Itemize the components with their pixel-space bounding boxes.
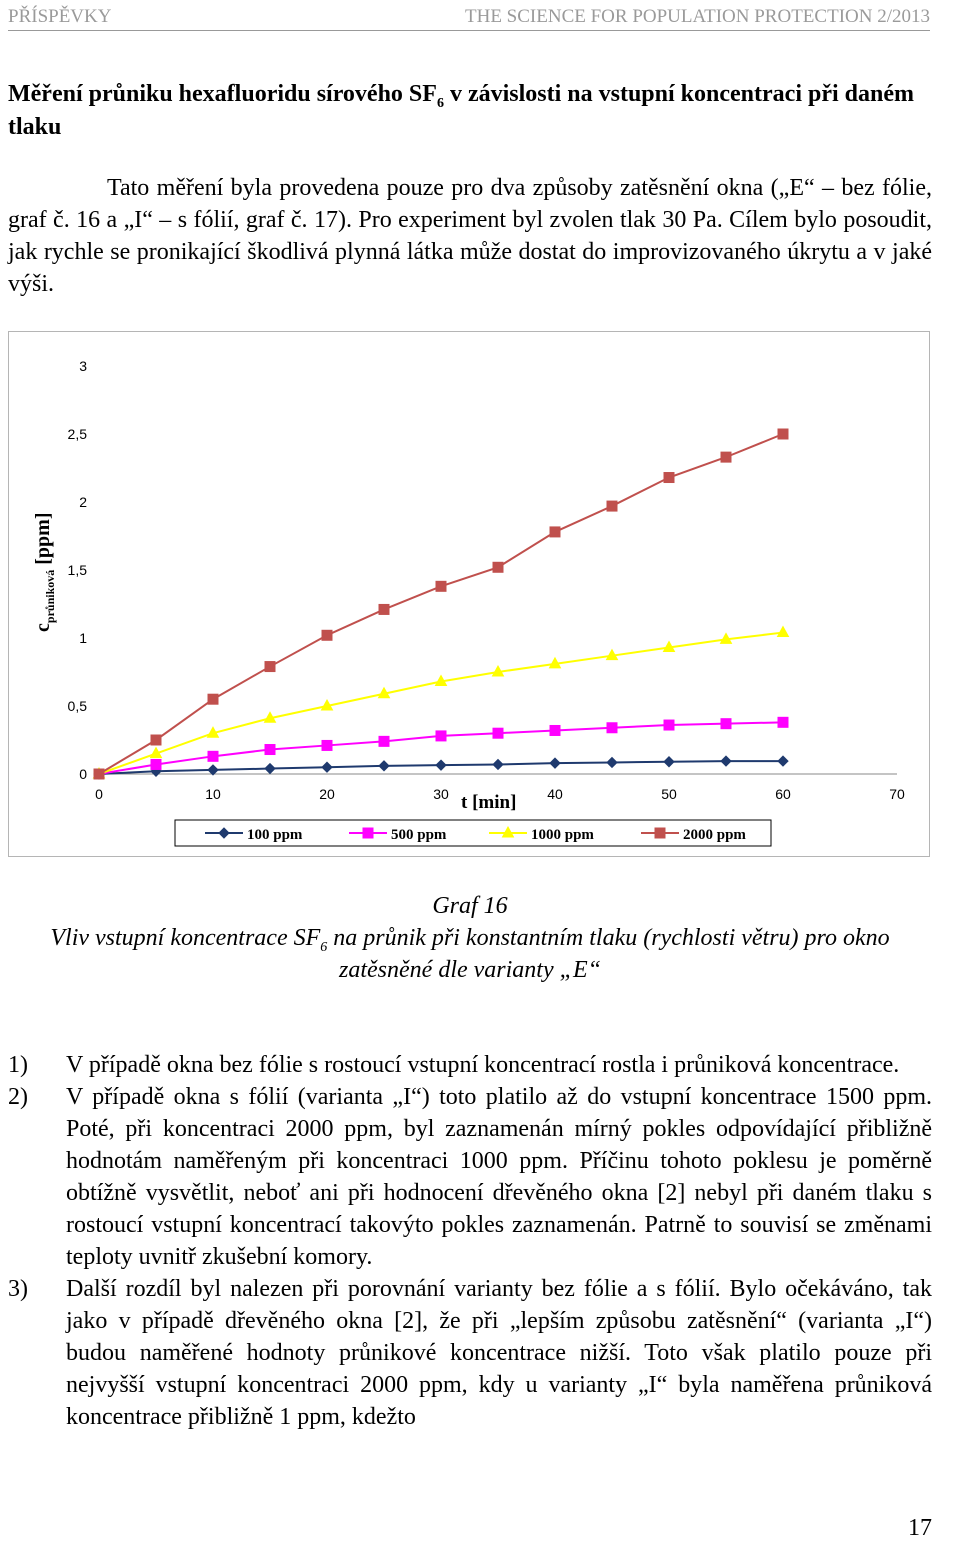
caption-text: Vliv vstupní koncentrace SF <box>50 925 321 951</box>
x-tick-label: 10 <box>205 786 221 802</box>
data-point <box>778 429 788 439</box>
data-point <box>436 760 446 770</box>
list-text: V případě okna s fólií (varianta „I“) toto platilo až do vstupní koncentrace 1500 ppm. Poté, při koncentraci 2000 ppm, byl zaznamenán mírný pokles odpovídající přibližně hodnotám naměřeným při koncentraci 1000 ppm. Příčinu tohoto poklesu je poměrně obtížně vysvětlit, neboť ani při hodnocení dřevěného okna [2] nebyl při daném tlaku s rostoucí vstupní koncentrací takovýto pokles zaznamenán. Patrně to souvisí se změnami teploty uvnitř zkušební komory. <box>66 1084 932 1270</box>
data-point <box>664 720 674 730</box>
data-point <box>607 757 617 767</box>
data-point <box>778 717 788 727</box>
data-point <box>436 731 446 741</box>
header-section: PŘÍSPĚVKY <box>8 6 112 27</box>
section-title <box>8 78 938 144</box>
x-tick-label: 0 <box>95 786 103 802</box>
y-tick-label: 0 <box>79 766 87 782</box>
legend-label: 100 ppm <box>247 827 303 843</box>
data-point <box>607 723 617 733</box>
title-text: Měření průniku hexafluoridu sírového SF <box>8 81 437 107</box>
list-text: V případě okna bez fólie s rostoucí vstupní koncentrací rostla i průniková koncentrace. <box>66 1052 900 1078</box>
page-number: 17 <box>908 1515 932 1541</box>
legend-marker <box>363 828 373 838</box>
legend-label: 500 ppm <box>391 827 447 843</box>
figure-caption <box>8 922 932 986</box>
list-item <box>8 1273 932 1433</box>
data-point <box>322 630 332 640</box>
data-point <box>379 736 389 746</box>
y-axis-label: $c_{průniková}$ [ppm] <box>32 512 57 632</box>
data-point <box>151 759 161 769</box>
data-point <box>322 740 332 750</box>
list-number: 3) <box>8 1276 28 1302</box>
y-tick-label: 3 <box>79 358 87 374</box>
data-point <box>664 757 674 767</box>
data-point <box>208 694 218 704</box>
title-subscript: 6 <box>436 95 444 111</box>
data-point <box>493 728 503 738</box>
data-point <box>493 562 503 572</box>
caption-text-end: na průnik při konstantním tlaku (rychlosti větru) pro okno zatěsněné dle varianty „E“ <box>327 925 890 983</box>
series-line-3 <box>99 434 783 774</box>
x-axis-label: t [min] <box>461 792 517 813</box>
legend-label: 1000 ppm <box>531 827 594 843</box>
list-number: 2) <box>8 1084 28 1110</box>
y-tick-label: 2 <box>79 494 87 510</box>
x-tick-label: 50 <box>661 786 677 802</box>
data-point <box>721 756 731 766</box>
data-point <box>721 719 731 729</box>
data-point <box>550 758 560 768</box>
list-item <box>8 1081 932 1273</box>
data-point <box>436 581 446 591</box>
data-point <box>550 527 560 537</box>
header-journal: THE SCIENCE FOR POPULATION PROTECTION 2/2013 <box>465 6 930 27</box>
figure-label: Graf 16 <box>432 893 508 919</box>
list-number: 1) <box>8 1052 28 1078</box>
data-point <box>379 761 389 771</box>
data-point <box>778 627 789 637</box>
data-point <box>208 751 218 761</box>
y-tick-label: 0,5 <box>67 698 87 714</box>
x-tick-label: 30 <box>433 786 449 802</box>
data-point <box>265 662 275 672</box>
data-point <box>664 473 674 483</box>
data-point <box>151 735 161 745</box>
data-point <box>265 745 275 755</box>
legend-marker <box>655 828 665 838</box>
chart <box>8 331 930 857</box>
data-point <box>721 452 731 462</box>
x-tick-label: 60 <box>775 786 791 802</box>
x-tick-label: 70 <box>889 786 905 802</box>
data-point <box>265 764 275 774</box>
intro-paragraph <box>8 172 932 300</box>
title-text-end: v závislosti na vstupní koncentraci při daném tlaku <box>8 81 914 140</box>
data-point <box>550 725 560 735</box>
numbered-list <box>8 1049 932 1433</box>
x-tick-label: 20 <box>319 786 335 802</box>
y-tick-label: 1 <box>79 630 87 646</box>
chart-svg <box>9 332 931 858</box>
y-tick-label: 1,5 <box>67 562 87 578</box>
caption-subscript: 6 <box>320 939 328 955</box>
intro-text: Tato měření byla provedena pouze pro dva způsoby zatěsnění okna („E“ – bez fólie, graf č. 16 a „I“ – s fólií, graf č. 17). Pro experiment byl zvolen tlak 30 Pa. Cílem bylo posoudit, jak rychle se pronikající škodlivá plynná látka může dostat do improvizovaného úkrytu a v jaké výši. <box>8 175 932 297</box>
data-point <box>94 769 104 779</box>
x-tick-label: 40 <box>547 786 563 802</box>
y-tick-label: 2,5 <box>67 426 87 442</box>
running-header <box>8 4 930 31</box>
data-point <box>322 762 332 772</box>
list-text: Další rozdíl byl nalezen při porovnání varianty bez fólie a s fólií. Bylo očekáváno, tak jako v případě dřevěného okna [2], že při „lepším způsobu zatěsnění“ (varianta „I“) budou naměřené hodnoty průnikové koncentrace nižší. Toto však platilo pouze při nejvyšší vstupní koncentraci 2000 ppm, kdy u varianty „I“ byla naměřena průniková koncentrace přibližně 1 ppm, kdežto <box>66 1276 932 1430</box>
data-point <box>493 759 503 769</box>
data-point <box>379 604 389 614</box>
data-point <box>208 765 218 775</box>
legend-label: 2000 ppm <box>683 827 746 843</box>
list-item <box>8 1049 932 1081</box>
data-point <box>607 501 617 511</box>
data-point <box>778 756 788 766</box>
series-line-2 <box>99 633 783 774</box>
